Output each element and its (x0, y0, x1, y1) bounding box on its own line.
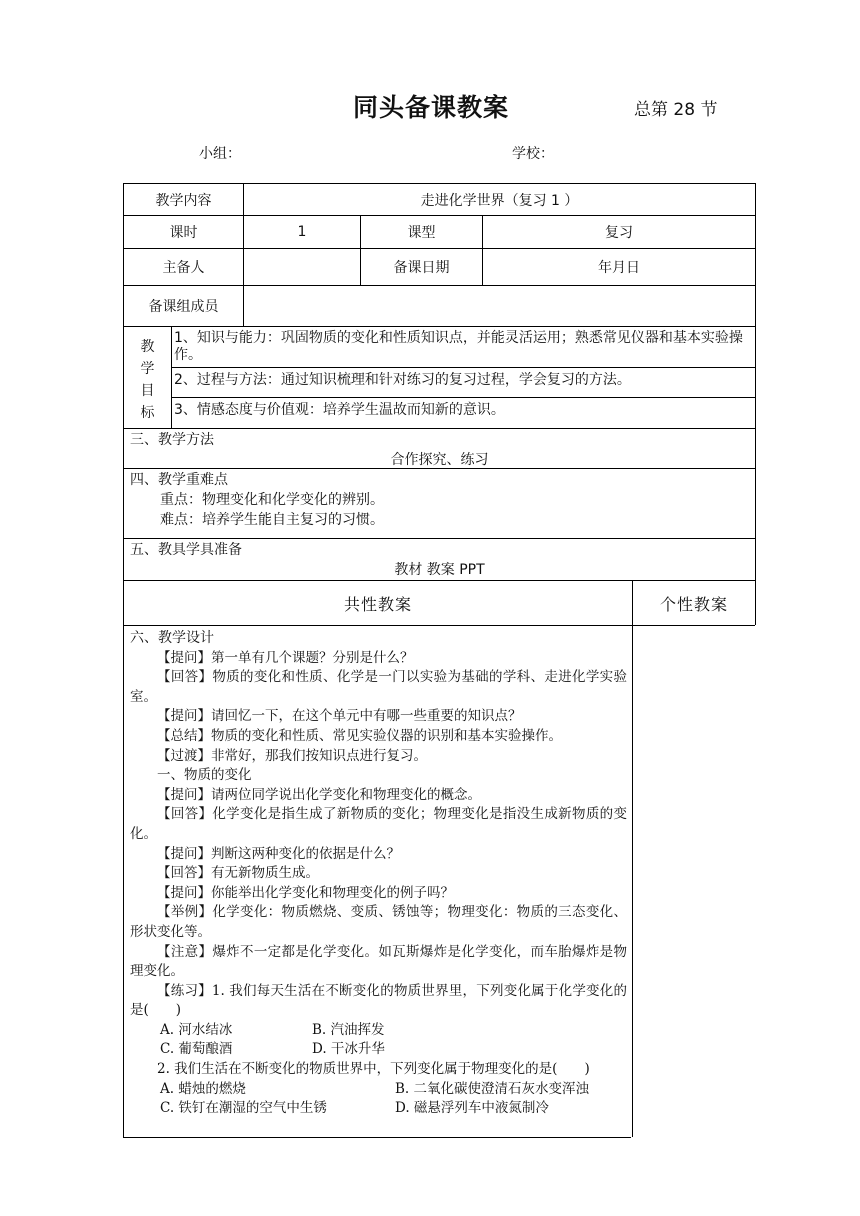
lesson-paragraph: 【提问】你能举出化学变化和物理变化的例子吗？ (157, 884, 454, 901)
period-value: 1 (297, 224, 307, 240)
lesson-paragraph: 【提问】请两位同学说出化学变化和物理变化的概念。 (157, 786, 481, 803)
lesson-heading: 六、教学设计 (130, 630, 214, 646)
period-label: 课时 (169, 225, 198, 241)
difficult-point: 难点：培养学生能自主复习的习惯。 (160, 512, 384, 528)
preparer-label: 主备人 (162, 260, 205, 276)
lesson-paragraph: 【举例】化学变化：物质燃烧、变质、锈蚀等；物理变化：物质的三态变化、形状变化等。 (130, 904, 627, 940)
type-value: 复习 (605, 225, 633, 241)
q2-options-row-1 (130, 1080, 627, 1100)
lesson-section-title: 一、物质的变化 (157, 767, 252, 784)
lesson-paragraph: 【回答】物质的变化和性质、化学是一门以实验为基础的学科、走进化学实验室。 (130, 669, 627, 705)
q2-options-row-2 (130, 1099, 627, 1119)
key-point: 重点：物理变化和化学变化的辨别。 (160, 492, 384, 508)
type-label: 课型 (407, 225, 436, 241)
lesson-paragraph: 【提问】请回忆一下，在这个单元中有哪一些重要的知识点？ (157, 708, 522, 725)
lesson-paragraph: 【提问】判断这两种变化的依据是什么？ (157, 845, 400, 862)
q2-option-c: C. 铁钉在潮湿的空气中生锈 (160, 1100, 327, 1117)
q2-option-b: B. 二氧化碳使澄清石灰水变浑浊 (395, 1080, 590, 1097)
content-label: 教学内容 (155, 192, 212, 209)
common-plan-header: 共性教案 (343, 594, 412, 614)
members-value (244, 286, 755, 326)
q1-option-c: C. 葡萄酿酒 (160, 1041, 233, 1058)
date-label: 备课日期 (393, 260, 450, 276)
personal-plan-header: 个性教案 (659, 594, 728, 614)
date-value: 年月日 (598, 260, 640, 276)
q1-option-a: A. 河水结冰 (160, 1021, 233, 1038)
goal-process: 2、过程与方法：通过知识梳理和针对练习的复习过程，学会复习的方法。 (174, 372, 631, 388)
group-label: 小组： (199, 146, 241, 162)
q1-options-row-2 (130, 1040, 627, 1060)
page-title: 同头备课教案 (353, 93, 510, 122)
key-heading: 四、教学重难点 (130, 472, 228, 488)
lesson-paragraph: 【回答】有无新物质生成。 (157, 865, 319, 882)
preparer-value (244, 249, 360, 285)
q1-option-d: D. 干冰升华 (312, 1041, 385, 1058)
q2-option-a: A. 蜡烛的燃烧 (160, 1080, 246, 1097)
school-label: 学校： (512, 146, 554, 162)
lesson-paragraph: 【过渡】非常好，那我们按知识点进行复习。 (157, 747, 427, 764)
goal-attitude: 3、情感态度与价值观：培养学生温故而知新的意识。 (174, 402, 505, 418)
q1-option-b: B. 汽油挥发 (312, 1021, 385, 1038)
lesson-design (130, 629, 627, 1119)
goal-knowledge: 1、知识与能力：巩固物质的变化和性质知识点，并能灵活运用；熟悉常见仪器和基本实验操作。 (174, 330, 743, 363)
content-value: 走进化学世界（复习 1 ） (420, 192, 579, 209)
method-heading: 三、教学方法 (130, 432, 214, 448)
lesson-paragraph: 【提问】第一单有几个课题？分别是什么？ (157, 649, 414, 666)
tools-value: 教材 教案 PPT (394, 562, 485, 578)
q1-options-row-1 (130, 1021, 627, 1041)
lesson-paragraph: 【回答】化学变化是指生成了新物质的变化；物理变化是指没生成新物质的变化。 (130, 806, 627, 842)
method-value: 合作探究、练习 (390, 452, 489, 468)
exercise-question-2: 2. 我们生活在不断变化的物质世界中，下列变化属于物理变化的是( ) (157, 1061, 590, 1078)
lesson-paragraph: 【注意】爆炸不一定都是化学变化。如瓦斯爆炸是化学变化，而车胎爆炸是物理变化。 (130, 943, 627, 980)
members-label: 备课组成员 (148, 299, 219, 315)
tools-heading: 五、教具学具准备 (130, 542, 242, 558)
goals-label: 教 学 目 标 (140, 339, 155, 421)
exercise-question-1: 【练习】1. 我们每天生活在不断变化的物质世界里，下列变化属于化学变化的是( ) (130, 982, 627, 1019)
total-lesson-number: 总第 28 节 (634, 100, 718, 120)
q2-option-d: D. 磁悬浮列车中液氮制冷 (395, 1100, 549, 1117)
lesson-paragraph: 【总结】物质的变化和性质、常见实验仪器的识别和基本实验操作。 (157, 727, 562, 744)
